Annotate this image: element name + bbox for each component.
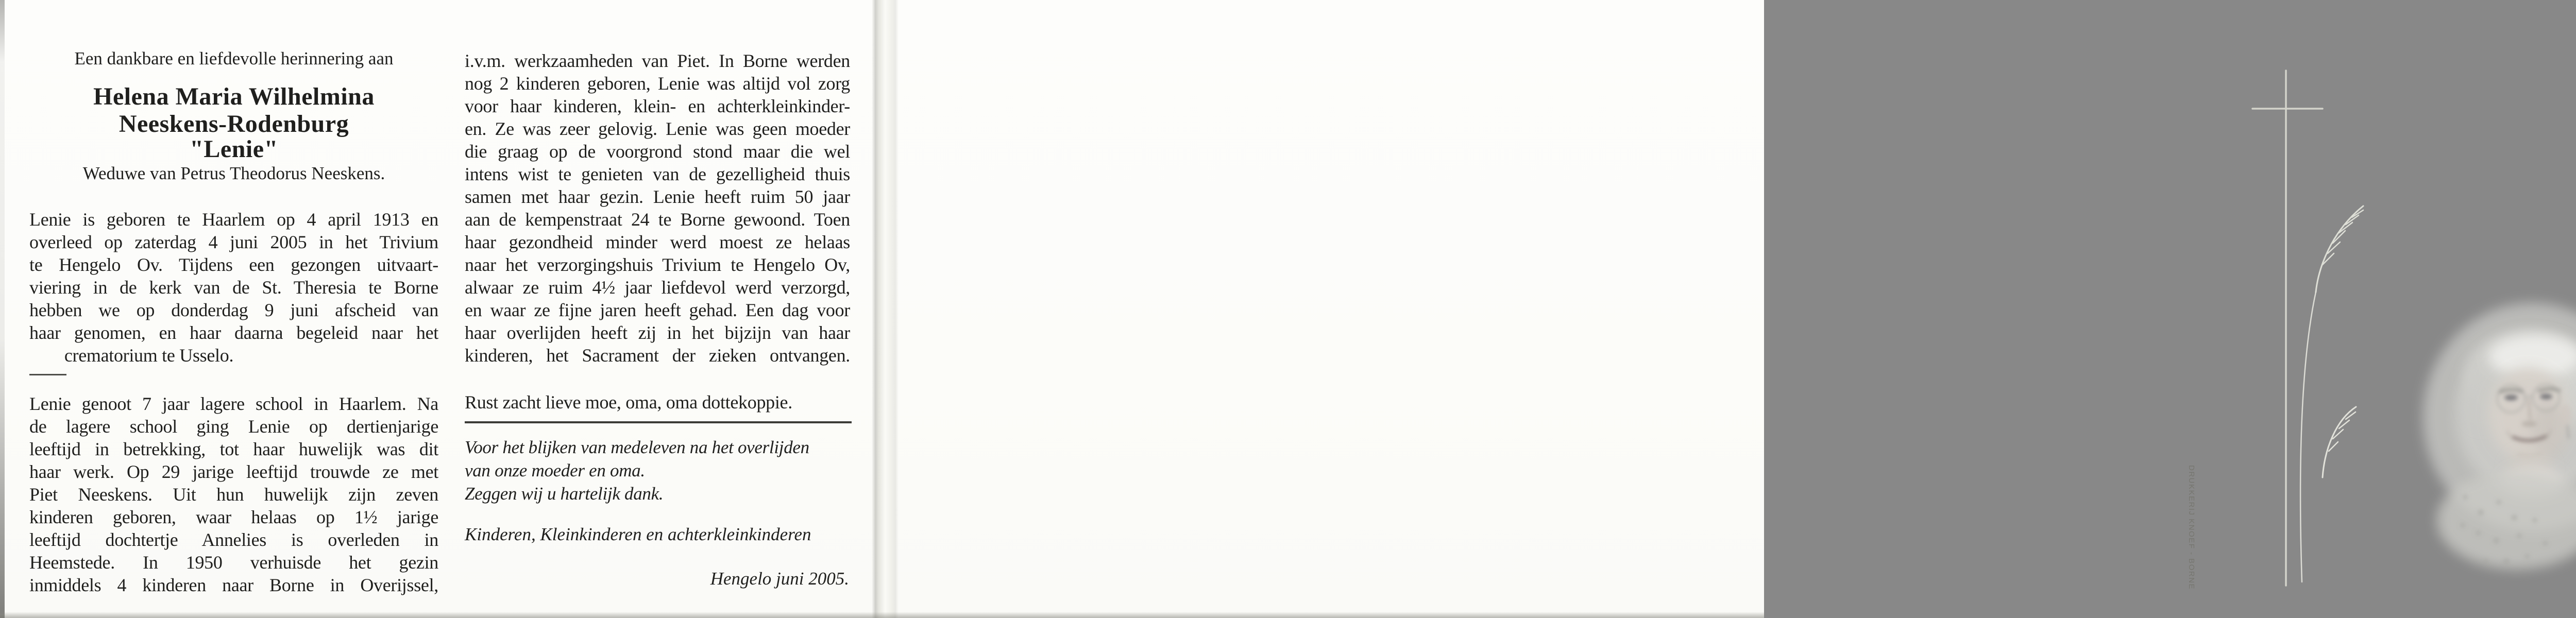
wheat-sprig-upper-icon — [2316, 206, 2363, 292]
widow-line: Weduwe van Petrus Theodorus Neeskens. — [82, 163, 385, 183]
text-line: en. Ze was zeer gelovig. Lenie was geen moeder — [465, 118, 850, 139]
scan-edge-left — [0, 0, 5, 618]
text-line: kinderen, het Sacrament der zieken ontvangen. — [465, 345, 850, 366]
text-line: haar genomen, en haar daarna begeleid naar het — [29, 322, 438, 343]
portrait-photo — [2416, 304, 2576, 572]
cross-icon — [2252, 71, 2323, 586]
middle-column — [465, 0, 850, 618]
horizontal-rule — [465, 421, 852, 423]
text-line: hebben we op donderdag 9 juni afscheid van — [29, 300, 438, 320]
text-line: crematorium te Usselo. — [64, 345, 234, 366]
text-line: samen met haar gezin. Lenie heeft ruim 50 jaar — [465, 186, 850, 207]
text-line: Heemstede. In 1950 verhuisde het gezin — [29, 552, 438, 573]
text-line: viering in de kerk van de St. Theresia te Borne — [29, 277, 438, 298]
text-line: Lenie genoot 7 jaar lagere school in Haarlem. Na — [29, 393, 438, 414]
text-line: Piet Neeskens. Uit hun huwelijk zijn zeven — [29, 484, 438, 505]
text-line: voor haar kinderen, klein- en achterkleinkinder- — [465, 96, 850, 116]
paragraph-birth-death — [29, 208, 438, 367]
text-line: haar gezondheid minder werd moest ze helaas — [465, 232, 850, 252]
section-divider — [29, 374, 66, 375]
text-line: naar het verzorgingshuis Trivium te Hengelo Ov, — [465, 254, 850, 275]
deceased-name-line1: Helena Maria Wilhelmina — [93, 83, 375, 110]
condolence-thanks — [465, 436, 850, 505]
text-line: alwaar ze ruim 4½ jaar liefdevol werd verzorgd, — [465, 277, 850, 298]
text-line: leeftijd dochtertje Annelies is overleden in — [29, 529, 438, 550]
place-date-line: Hengelo juni 2005. — [710, 569, 849, 589]
right-page — [896, 0, 2196, 618]
text-line: overleed op zaterdag 4 juni 2005 in het Trivium — [29, 232, 438, 252]
paragraph-life-story — [29, 392, 438, 596]
left-page — [0, 0, 873, 618]
text-line: van onze moeder en oma. — [465, 460, 645, 480]
printer-credit: DRUKKERIJ KNOEF - BORNE — [2187, 465, 2196, 590]
text-line: te Hengelo Ov. Tijdens een gezongen uitvaart- — [29, 254, 438, 275]
text-line: nog 2 kinderen geboren, Lenie was altijd vol zorg — [465, 73, 850, 94]
left-column — [29, 0, 438, 618]
text-line: aan de kempenstraat 24 te Borne gewoond. Toen — [465, 209, 850, 230]
text-line: i.v.m. werkzaamheden van Piet. In Borne werden — [465, 50, 850, 71]
text-line: haar werk. Op 29 jarige leeftijd trouwde ze met — [29, 461, 438, 482]
wheat-sprig-lower-icon — [2323, 407, 2356, 477]
rest-in-peace-line: Rust zacht lieve moe, oma, oma dottekoppie. — [465, 392, 792, 413]
text-line: en waar ze fijne jaren heeft gehad. Een dag voor — [465, 300, 850, 320]
deceased-name-line2: Neeskens-Rodenburg — [118, 110, 349, 138]
scan-edge-bottom — [0, 612, 1764, 618]
wheat-stem — [2300, 292, 2316, 582]
deceased-nickname: "Lenie" — [190, 135, 278, 163]
text-line: de lagere school ging Lenie op dertienjarige — [29, 416, 438, 437]
cross-and-wheat-decoration — [2210, 52, 2427, 597]
text-line: kinderen geboren, waar helaas op 1½ jarige — [29, 507, 438, 527]
text-line: Lenie is geboren te Haarlem op 4 april 1913 en — [29, 209, 438, 230]
text-line: Voor het blijken van medeleven na het overlijden — [465, 437, 809, 457]
intro-line: Een dankbare en liefdevolle herinnering aan — [74, 48, 394, 68]
text-line: haar overlijden heeft zij in het bijzijn van haar — [465, 322, 850, 343]
text-line: intens wist te genieten van de gezelligheid thuis — [465, 164, 850, 184]
signature-line: Kinderen, Kleinkinderen en achterkleinkinderen — [465, 524, 811, 544]
text-line: Zeggen wij u hartelijk dank. — [465, 484, 664, 504]
paragraph-life-story-continued — [465, 49, 850, 367]
text-line: leeftijd in betrekking, tot haar huwelijk was dit — [29, 439, 438, 459]
text-line: inmiddels 4 kinderen naar Borne in Overijssel, — [29, 575, 438, 595]
page-fold — [872, 0, 899, 618]
text-line: die graag op de voorgrond stond maar die wel — [465, 141, 850, 162]
